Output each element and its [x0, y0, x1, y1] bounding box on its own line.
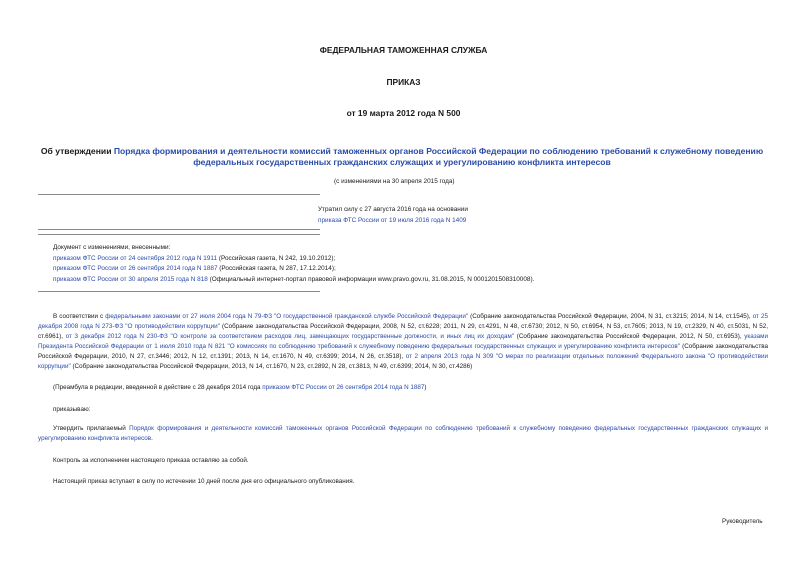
- divider: [38, 234, 320, 235]
- edition-link[interactable]: приказом ФТС России от 26 сентября 2014 года N 1887: [262, 384, 425, 391]
- document-type: ПРИКАЗ: [386, 77, 421, 87]
- procedure-link[interactable]: Порядок формирования и деятельности комиссий таможенных органов Российской Федерации по соблюдению требований к служебному поведению федеральных государственных гражданских служащих и урегулированию конфликта интересов: [38, 425, 768, 443]
- order-word: приказываю:: [53, 406, 91, 413]
- divider: [38, 194, 320, 195]
- title-prefix: Об утверждении: [40, 146, 114, 156]
- divider: [38, 291, 320, 292]
- decree-link[interactable]: указами Президента Российской Федерации от 1 июля 2010 года N 821 "О комиссиях по соблюдению требований к служебному поведению федеральных государственных служащих и урегулированию конфликта интересов": [38, 333, 768, 351]
- change-link[interactable]: приказом ФТС России от 24 сентября 2012 года N 1911: [53, 254, 218, 262]
- repeal-note: [318, 205, 778, 226]
- changes-heading: Документ с изменениями, внесенными:: [53, 244, 171, 251]
- law-link[interactable]: федеральными законами от 27 июля 2004 года N 79-ФЗ "О государственной гражданской службе Российской Федерации": [105, 313, 469, 320]
- approve-paragraph: Утвердить прилагаемый Порядок формирования и деятельности комиссий таможенных органов Российской Федерации по соблюдению требований к служебному поведению федеральных государственных гражданских служащих и урегулированию конфликта интересов.: [38, 425, 768, 443]
- amendment-note: (с изменениями на 30 апреля 2015 года): [334, 178, 455, 185]
- decree-link[interactable]: от 2 апреля 2013 года N 309 "О мерах по реализации отдельных положений Федерального закона "О противодействии коррупции": [38, 353, 768, 371]
- change-link[interactable]: приказом ФТС России от 26 сентября 2014 года N 1887: [53, 265, 218, 272]
- effective-paragraph: Настоящий приказ вступает в силу по истечении 10 дней после дня его официального опубликования.: [53, 478, 355, 485]
- signature: Руководитель: [722, 518, 763, 525]
- agency-name: ФЕДЕРАЛЬНАЯ ТАМОЖЕННАЯ СЛУЖБА: [319, 45, 488, 55]
- repeal-link[interactable]: приказа ФТС России от 19 июля 2016 года N 1409: [318, 216, 467, 224]
- preamble-edition-note: (Преамбула в редакции, введенной в действие с 28 декабря 2014 года приказом ФТС России от 26 сентября 2014 года N 1887): [53, 384, 427, 391]
- change-link[interactable]: приказом ФТС России от 30 апреля 2015 года N 818: [53, 275, 208, 283]
- document-title: [28, 146, 776, 168]
- preamble-paragraph: В соответствии с федеральными законами от 27 июля 2004 года N 79-ФЗ "О государственной гражданской службе Российской Федерации" (Собрание законодательства Российской Федерации, 2004, N 31, ст.3215; 2014, N 14, ст.1545), от 25 декабря 2008 года N 273-ФЗ "О противодействии коррупции" (Собрание законодательства Российской Федерации, 2008, N 52, ст.6228; 2011, N 29, ст.4291, N 48, ст.6730; 2012, N 50, ст.6954, N 53, ст.7605; 2013, N 19, ст.2329, N 40, ст.5031, N 52, ст.6961), от 3 декабря 2012 года N 230-ФЗ "О контроле за соответствием расходов лиц, замещающих государственные должности, и иных лиц их доходам" (Собрание законодательства Российской Федерации, 2012, N 50, ст.6953), указами Президента Российской Федерации от 1 июля 2010 года N 821 "О комиссиях по соблюдению требований к служебному поведению федеральных государственных служащих и урегулированию конфликта интересов" (Собрание законодательства Российской Федерации, 2010, N 27, ст.3446; 2012, N 12, ст.1391; 2013, N 14, ст.1670, N 49, ст.6399; 2014, N 26, ст.3518), от 2 апреля 2013 года N 309 "О мерах по реализации отдельных положений Федерального закона "О противодействии коррупции" (Собрание законодательства Российской Федерации, 2013, N 14, ст.1670, N 23, ст.2892, N 28, ст.3813, N 49, ст.6399; 2014, N 30, ст.4286): [38, 313, 768, 371]
- repeal-text: Утратил силу с 27 августа 2016 года на основании: [318, 206, 468, 213]
- title-link[interactable]: Порядка формирования и деятельности комиссий таможенных органов Российской Федерации по соблюдению требований к служебному поведению федеральных государственных гражданских служащих и урегулированию конфликта интересов: [113, 146, 764, 167]
- law-link[interactable]: от 3 декабря 2012 года N 230-ФЗ "О контроле за соответствием расходов лиц, замещающих государственные должности, и иных лиц их доходам": [65, 333, 515, 341]
- document-date-number: от 19 марта 2012 года N 500: [346, 108, 461, 118]
- changes-list: [53, 243, 793, 285]
- law-link[interactable]: от 25 декабря 2008 года N 273-ФЗ "О противодействии коррупции": [38, 313, 768, 331]
- divider: [38, 229, 320, 230]
- list-item: приказом ФТС России от 30 апреля 2015 года N 818 (Официальный интернет-портал правовой информации www.pravo.gov.ru, 31.08.2015, N 0001201508310008).: [53, 275, 535, 283]
- list-item: приказом ФТС России от 24 сентября 2012 года N 1911 (Российская газета, N 242, 19.10.2012);: [53, 254, 336, 262]
- list-item: приказом ФТС России от 26 сентября 2014 года N 1887 (Российская газета, N 287, 17.12.2014);: [53, 265, 336, 272]
- control-paragraph: Контроль за исполнением настоящего приказа оставляю за собой.: [53, 457, 249, 464]
